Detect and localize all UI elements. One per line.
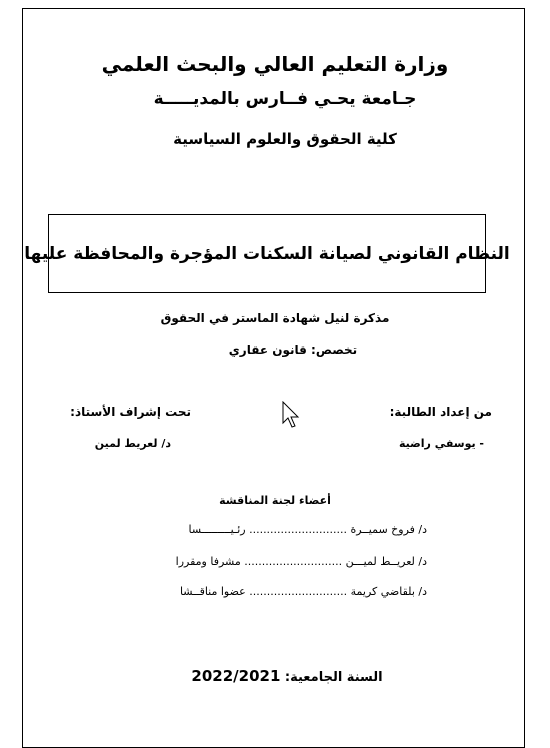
member-role: رئـيـــــــــسا (188, 523, 246, 536)
student-name: - يوسفي راضية (398, 437, 484, 450)
year-label: السنة الجامعية: (284, 670, 383, 685)
committee-member-row (180, 585, 427, 598)
member-dots: ............................ (249, 523, 347, 536)
page-border (22, 8, 525, 748)
thesis-title: النظام القانوني لصيانة السكنات المؤجرة والمحافظة عليها (24, 243, 510, 264)
committee-heading: أعضاء لجنة المناقشة (219, 494, 331, 507)
year-value: 2022/2021 (191, 667, 281, 685)
thesis-title-box (24, 214, 510, 293)
academic-year (12, 667, 550, 685)
member-name: د/ لعريــط لميـــن (345, 555, 427, 568)
mouse-pointer-icon (282, 401, 302, 433)
specialty-line: تخصص: قانون عقاري (228, 343, 358, 357)
supervisor-name: د/ لعريط لمين (94, 437, 171, 450)
university-heading: جـامعة يحـي فــارس بالمديـــــة (153, 89, 417, 109)
degree-line: مذكرة لنيل شهادة الماستر في الحقوق (160, 311, 390, 325)
faculty-heading: كلية الحقوق والعلوم السياسية (173, 130, 397, 148)
committee-member-row (188, 523, 427, 536)
supervisor-label: تحت إشراف الأستاذ: (70, 405, 191, 419)
member-dots: ............................ (244, 555, 343, 568)
ministry-heading: وزارة التعليم العالي والبحث العلمي (101, 52, 449, 76)
student-label: من إعداد الطالبة: (389, 405, 492, 419)
member-name: د/ فروخ سميــرة (350, 523, 427, 536)
committee-member-row (176, 555, 427, 568)
member-name: د/ بلقاضي كريمة (350, 585, 427, 598)
member-dots: ............................ (249, 585, 348, 598)
member-role: مشرفا ومقررا (175, 555, 241, 568)
member-role: عضوا مناقــشا (179, 585, 246, 598)
